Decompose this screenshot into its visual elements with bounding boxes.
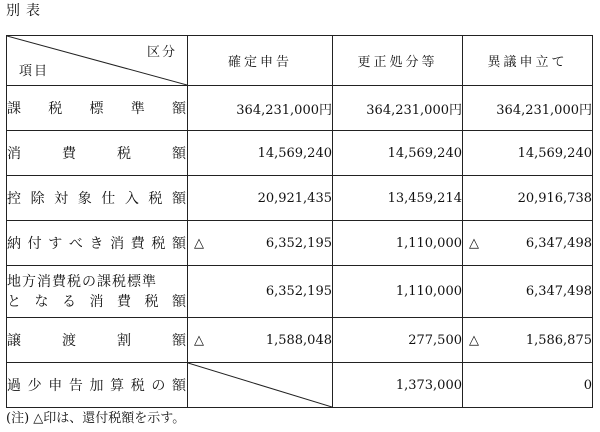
label-char: 額 — [171, 191, 187, 207]
label-char: 消 — [89, 293, 105, 310]
cell-value: 14,569,240 — [387, 145, 462, 161]
value-cell — [463, 221, 593, 266]
document-title: 別表 — [6, 3, 46, 19]
corner-header-cell — [7, 36, 188, 86]
label-char: 入 — [124, 191, 140, 207]
label-char: 額 — [172, 293, 187, 310]
row-label-cell — [7, 363, 188, 408]
label-char: 額 — [172, 101, 187, 117]
cell-value: 1,373,000 — [395, 377, 462, 393]
row-label-cell — [7, 318, 188, 363]
value-cell — [188, 266, 333, 318]
cell-value: 277,500 — [408, 332, 462, 348]
corner-category-label: 区分 — [146, 45, 177, 60]
label-char: 過 — [7, 378, 22, 394]
label-char: 付 — [27, 236, 43, 252]
label-char: 仕 — [101, 191, 117, 207]
label-char: と — [7, 293, 22, 310]
label-char: 控 — [7, 191, 22, 207]
cell-value: 6,352,195 — [265, 235, 332, 251]
label-char: 標 — [89, 101, 105, 117]
label-char: 渡 — [62, 333, 77, 349]
cell-value: 364,231,000円 — [366, 102, 462, 118]
footnote: (注) △印は、還付税額を示す。 — [6, 411, 186, 426]
value-cell — [463, 131, 593, 176]
cell-value: 20,916,738 — [517, 190, 592, 206]
cell-value: 364,231,000円 — [236, 102, 332, 118]
not-applicable-diagonal-line — [188, 363, 332, 407]
value-cell — [463, 266, 593, 318]
row-label-cell — [7, 86, 188, 131]
label-char: 費 — [117, 293, 132, 310]
label-char: 除 — [30, 191, 46, 207]
cell-value: 14,569,240 — [517, 145, 592, 161]
label-char: 税 — [48, 101, 64, 117]
row-label — [7, 330, 187, 350]
table-row — [7, 86, 593, 131]
column-header-kosei-shobun: 更正処分等 — [333, 36, 463, 86]
label-char: 準 — [130, 101, 146, 117]
value-cell — [333, 363, 463, 408]
label-char: な — [34, 293, 50, 310]
label-char: 納 — [7, 236, 22, 252]
row-label — [7, 188, 187, 208]
label-char: 額 — [172, 146, 187, 162]
row-label — [7, 143, 187, 163]
label-char: 象 — [77, 191, 93, 207]
column-header-kakutei-shinkoku: 確定申告 — [188, 36, 333, 86]
cell-value: 364,231,000円 — [496, 102, 592, 118]
label-char: 税 — [117, 146, 132, 162]
tax-comparison-table — [6, 35, 593, 408]
row-label — [7, 233, 187, 253]
row-label-line-1: 地方消費税の課税標準 — [7, 273, 157, 290]
value-cell — [333, 131, 463, 176]
value-cell — [333, 221, 463, 266]
label-char: べ — [68, 236, 84, 252]
not-applicable-cell — [188, 363, 333, 408]
label-char: 額 — [172, 333, 187, 349]
label-char: 告 — [68, 378, 84, 394]
value-cell — [463, 363, 593, 408]
label-char: 算 — [110, 378, 126, 394]
value-cell — [188, 86, 333, 131]
cell-value: 1,110,000 — [395, 284, 462, 299]
cell-value: 6,352,195 — [265, 284, 332, 299]
row-label-cell — [7, 131, 188, 176]
label-char: 申 — [48, 378, 64, 394]
label-char: 税 — [151, 236, 167, 252]
label-char: す — [48, 236, 64, 252]
cell-value: 6,347,498 — [525, 284, 592, 299]
cell-value: 6,347,498 — [525, 235, 592, 251]
row-label-cell — [7, 221, 188, 266]
corner-item-label: 項目 — [19, 64, 50, 79]
value-cell — [188, 131, 333, 176]
row-label-cell — [7, 176, 188, 221]
value-cell — [333, 176, 463, 221]
cell-value: 13,459,214 — [387, 190, 462, 206]
value-cell — [463, 176, 593, 221]
cell-value: 1,586,875 — [525, 332, 592, 348]
value-cell — [463, 318, 593, 363]
table-row — [7, 266, 593, 318]
label-char: 税 — [130, 378, 146, 394]
cell-value: 1,588,048 — [265, 332, 332, 348]
label-char: 譲 — [7, 333, 22, 349]
table-row — [7, 318, 593, 363]
label-char: 加 — [89, 378, 105, 394]
value-cell — [188, 221, 333, 266]
cell-value: 0 — [583, 377, 592, 393]
label-char: 税 — [144, 293, 160, 310]
label-char: 対 — [54, 191, 70, 207]
label-char: 額 — [172, 378, 187, 394]
label-char: き — [89, 236, 105, 252]
label-char: 課 — [7, 101, 22, 117]
value-cell — [463, 86, 593, 131]
table-row — [7, 131, 593, 176]
label-char: 費 — [62, 146, 77, 162]
label-char: 額 — [172, 236, 187, 252]
table-row — [7, 221, 593, 266]
cell-value: 14,569,240 — [257, 145, 332, 161]
row-label-line-2 — [7, 292, 187, 312]
label-char: 消 — [110, 236, 126, 252]
cell-value: 1,110,000 — [395, 235, 462, 251]
refund-mark: △ — [469, 332, 479, 348]
table-row — [7, 176, 593, 221]
label-char: る — [62, 293, 77, 310]
column-header-igi-moshitate: 異議申立て — [463, 36, 593, 86]
value-cell — [333, 266, 463, 318]
value-cell — [333, 318, 463, 363]
label-char: 割 — [117, 333, 132, 349]
label-char: 消 — [7, 146, 22, 162]
value-cell — [188, 176, 333, 221]
label-char: の — [151, 378, 167, 394]
cell-value: 20,921,435 — [257, 190, 332, 206]
row-label-cell — [7, 266, 188, 318]
table-header-row — [7, 36, 593, 86]
value-cell — [333, 86, 463, 131]
label-char: 費 — [130, 236, 146, 252]
label-char: 少 — [27, 378, 43, 394]
refund-mark: △ — [469, 235, 479, 251]
table-row — [7, 363, 593, 408]
refund-mark: △ — [194, 332, 204, 348]
refund-mark: △ — [194, 235, 204, 251]
label-char: 税 — [148, 191, 164, 207]
row-label — [7, 98, 187, 118]
value-cell — [188, 318, 333, 363]
row-label — [7, 375, 187, 395]
